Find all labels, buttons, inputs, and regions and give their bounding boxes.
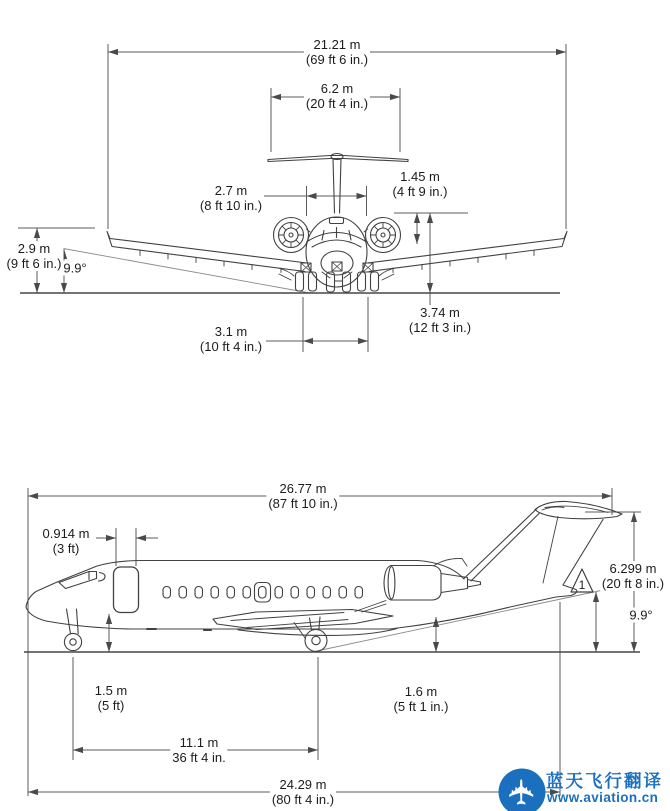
side-view-drawing — [26, 501, 622, 651]
dim-stabilizer-span-imperial: (20 ft 4 in.) — [305, 96, 369, 111]
front-view-drawing — [107, 154, 567, 293]
airplane-logo-icon: ✈ — [503, 777, 542, 807]
dim-front-fuselage-clearance-imperial: (5 ft) — [97, 698, 125, 713]
note-marker-number: 1 — [578, 578, 586, 592]
dim-fuselage-top-height — [407, 305, 473, 335]
dim-nose-to-tail-length — [270, 777, 336, 807]
dim-tail-height-metric: 6.299 m — [609, 561, 657, 576]
dim-nose-to-tail-length-metric: 24.29 m — [279, 777, 327, 792]
dim-front-fuselage-clearance — [93, 683, 130, 713]
dim-wheel-track-imperial: (10 ft 4 in.) — [199, 339, 263, 354]
dim-roll-clearance-angle: 9.9° — [63, 260, 87, 276]
dim-tail-height — [600, 561, 666, 591]
dim-wheelbase — [170, 735, 227, 765]
dim-fuselage-width-imperial: (8 ft 10 in.) — [199, 198, 263, 213]
dim-door-width — [41, 526, 92, 556]
dim-door-width-metric: 0.914 m — [42, 526, 90, 541]
dim-overall-length-metric: 26.77 m — [279, 481, 327, 496]
watermark-url: www.aviation.cn — [547, 790, 659, 805]
dim-stabilizer-span-metric: 6.2 m — [320, 81, 354, 96]
dim-fuselage-top-height-metric: 3.74 m — [420, 305, 460, 320]
dim-wheelbase-imperial: 36 ft 4 in. — [172, 750, 226, 765]
dim-wheel-track — [198, 324, 264, 354]
dim-engine-height — [391, 169, 450, 199]
dim-fuselage-width — [198, 183, 264, 213]
dim-wheel-track-metric: 3.1 m — [214, 324, 248, 339]
dim-front-fuselage-clearance-metric: 1.5 m — [94, 683, 128, 698]
dim-tail-height-imperial: (20 ft 8 in.) — [601, 576, 665, 591]
dim-wingspan-metric: 21.21 m — [313, 37, 361, 52]
dim-wingtip-height-imperial: (9 ft 6 in.) — [6, 256, 62, 271]
dim-rear-fuselage-clearance-metric: 1.6 m — [404, 684, 438, 699]
dim-rear-fuselage-clearance-imperial: (5 ft 1 in.) — [393, 699, 449, 714]
dim-stabilizer-span — [304, 81, 370, 111]
dim-rear-fuselage-clearance — [392, 684, 451, 714]
dim-overall-length — [266, 481, 339, 511]
watermark-title: 蓝天飞行翻译 — [546, 771, 663, 791]
passenger-windows — [163, 583, 363, 603]
dim-wingspan-imperial: (69 ft 6 in.) — [305, 52, 369, 67]
dim-wingtip-height — [5, 241, 64, 271]
dim-wheelbase-metric: 11.1 m — [179, 735, 219, 750]
dim-overall-length-imperial: (87 ft 10 in.) — [268, 496, 338, 511]
dim-wingspan — [304, 37, 370, 67]
dim-tail-clearance-angle: 9.9° — [629, 607, 653, 623]
dim-door-width-imperial: (3 ft) — [52, 541, 80, 556]
dim-wingtip-height-metric: 2.9 m — [17, 241, 51, 256]
dim-nose-to-tail-length-imperial: (80 ft 4 in.) — [271, 792, 335, 807]
dim-engine-height-imperial: (4 ft 9 in.) — [392, 184, 448, 199]
dim-fuselage-width-metric: 2.7 m — [214, 183, 248, 198]
dim-fuselage-top-height-imperial: (12 ft 3 in.) — [408, 320, 472, 335]
watermark-logo — [499, 769, 546, 811]
dim-engine-height-metric: 1.45 m — [400, 169, 440, 184]
